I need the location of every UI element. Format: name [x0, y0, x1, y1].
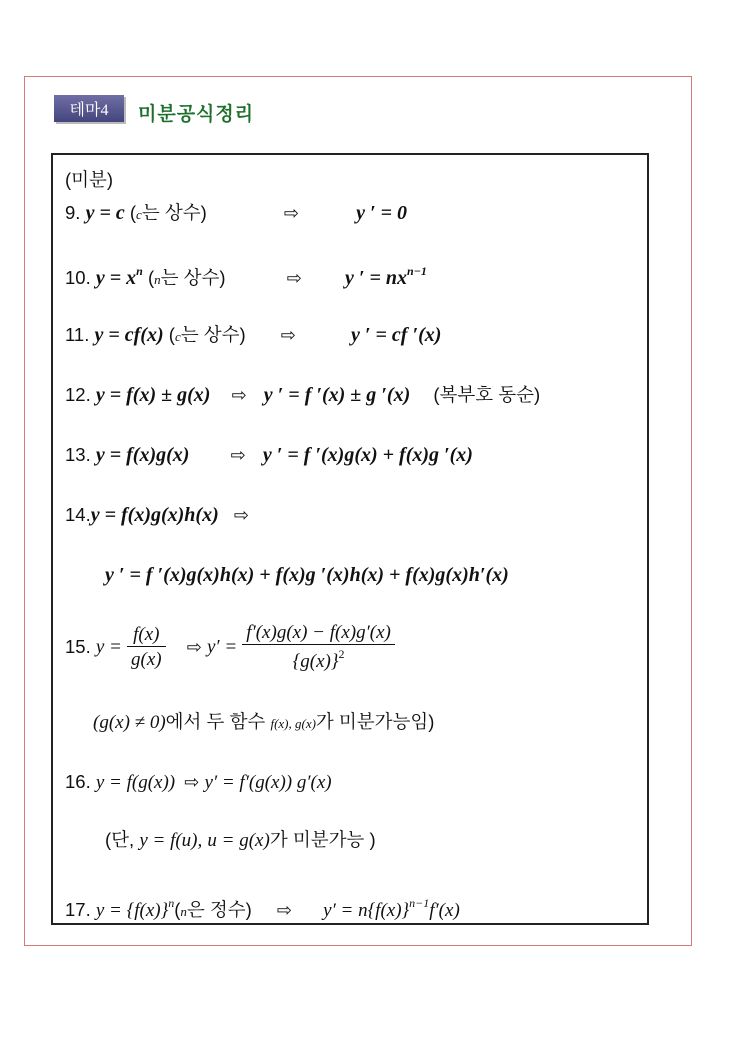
note-functions: f(x), g(x): [270, 716, 316, 731]
lhs-exponent: n: [168, 896, 175, 910]
note-open: (: [168, 324, 175, 345]
lhs-exponent: n: [136, 264, 143, 278]
rhs-base: y′ = n{f(x)}: [323, 900, 410, 921]
arrow-icon: ⇨: [186, 637, 202, 657]
formula-lhs: [95, 896, 175, 921]
arrow-icon: ⇨: [286, 268, 302, 288]
note-eq-1: y = f(u),: [139, 830, 203, 851]
formula-16: [65, 773, 332, 792]
rhs-den-exponent: 2: [338, 647, 345, 661]
rhs-den-base: {g(x)}: [292, 651, 339, 672]
formula-rhs: [323, 896, 460, 921]
note-open: (: [174, 899, 181, 920]
arrow-icon: ⇨: [231, 385, 247, 405]
note-open: (단,: [105, 829, 135, 850]
rhs-fraction: [242, 623, 395, 671]
note-text: 은 정수): [186, 899, 252, 920]
formula-number: 10.: [65, 267, 91, 288]
arrow-icon: ⇨: [276, 900, 293, 920]
formula-box: [51, 153, 649, 925]
formula-number: 9.: [65, 202, 81, 223]
formula-9: [65, 203, 407, 223]
formula-rhs: y ′ = f ′(x) ± g ′(x): [263, 384, 411, 406]
formula-10: [65, 265, 427, 288]
rhs-denominator: [242, 645, 395, 671]
page-title: 미분공식정리: [138, 104, 255, 125]
rhs-exponent: n−1: [409, 896, 430, 910]
formula-lhs: y = f(x)g(x): [95, 444, 190, 466]
lhs-base: y = x: [95, 267, 137, 289]
note-var: c: [174, 329, 181, 344]
note-text-b: 가 미분가능임): [315, 711, 435, 732]
formula-number: 14.: [65, 504, 91, 525]
formula-number: 16.: [65, 771, 91, 792]
note-text-a: 에서 두 함수: [165, 711, 266, 732]
formula-number: 12.: [65, 384, 91, 405]
section-heading: (미분): [65, 169, 114, 190]
formula-number: 11.: [65, 324, 90, 345]
formula-11: [65, 325, 441, 345]
lhs-denominator: g(x): [131, 649, 162, 670]
lhs-base: y = {f(x)}: [95, 900, 169, 921]
formula-rhs: y ′ = 0: [356, 202, 408, 224]
note-eq-2: u = g(x): [207, 830, 270, 851]
note-text: 가 미분가능 ): [269, 829, 376, 850]
note-var: n: [154, 272, 161, 287]
arrow-icon: ⇨: [280, 325, 296, 345]
formula-lhs: y = f(g(x)): [95, 772, 176, 793]
rhs-base: y ′ = nx: [344, 267, 407, 289]
formula-14: [65, 505, 249, 525]
formula-number: 17.: [65, 899, 91, 920]
note-text: 는 상수): [141, 202, 207, 223]
formula-lhs: y = f(x) ± g(x): [95, 384, 211, 406]
formula-15-note: [93, 713, 434, 732]
formula-rhs: y ′ = cf ′(x): [351, 324, 442, 346]
formula-16-note: [105, 831, 376, 850]
formula-rhs: y′ = f′(g(x)) g′(x): [204, 772, 332, 793]
formula-number: 15.: [65, 635, 91, 657]
condition: (g(x) ≠ 0): [93, 712, 166, 733]
arrow-icon: ⇨: [283, 203, 299, 223]
note-var: n: [180, 904, 187, 919]
formula-12: [65, 385, 540, 405]
theme-badge: 테마4: [54, 95, 124, 122]
note-text: 는 상수): [160, 267, 226, 288]
formula-rhs: y ′ = f ′(x)g(x) + f(x)g ′(x): [262, 444, 473, 466]
formula-rhs: [344, 264, 427, 289]
arrow-icon: ⇨: [233, 505, 249, 525]
formula-17: [65, 897, 460, 920]
formula-lhs-y: y =: [95, 636, 122, 658]
formula-lhs: y = c: [85, 202, 125, 224]
rhs-numerator: f′(x)g(x) − f(x)g′(x): [242, 623, 395, 645]
formula-lhs: [95, 264, 143, 289]
formula-13: [65, 445, 473, 465]
formula-rhs-y: y′ =: [206, 636, 238, 658]
formula-lhs: y = f(x)g(x)h(x): [90, 504, 219, 526]
note-open: (: [129, 202, 137, 223]
lhs-numerator: f(x): [127, 625, 166, 647]
formula-number: 13.: [65, 444, 91, 465]
rhs-exponent: n−1: [406, 264, 427, 278]
formula-lhs: y = cf(x): [94, 324, 164, 346]
arrow-icon: ⇨: [230, 445, 246, 465]
formula-note: (복부호 동순): [433, 384, 541, 405]
formula-14-rhs: [105, 565, 509, 585]
note-open: (: [147, 267, 155, 288]
arrow-icon: ⇨: [184, 772, 200, 792]
note-text: 는 상수): [180, 324, 246, 345]
formula-rhs: y ′ = f ′(x)g(x)h(x) + f(x)g ′(x)h(x) + f(x)g(x)h′(x): [105, 564, 509, 586]
rhs-tail: f′(x): [429, 900, 460, 921]
page-frame: [24, 76, 692, 946]
lhs-fraction: [127, 625, 166, 669]
formula-15: [65, 623, 395, 671]
note-var: c: [136, 207, 142, 222]
